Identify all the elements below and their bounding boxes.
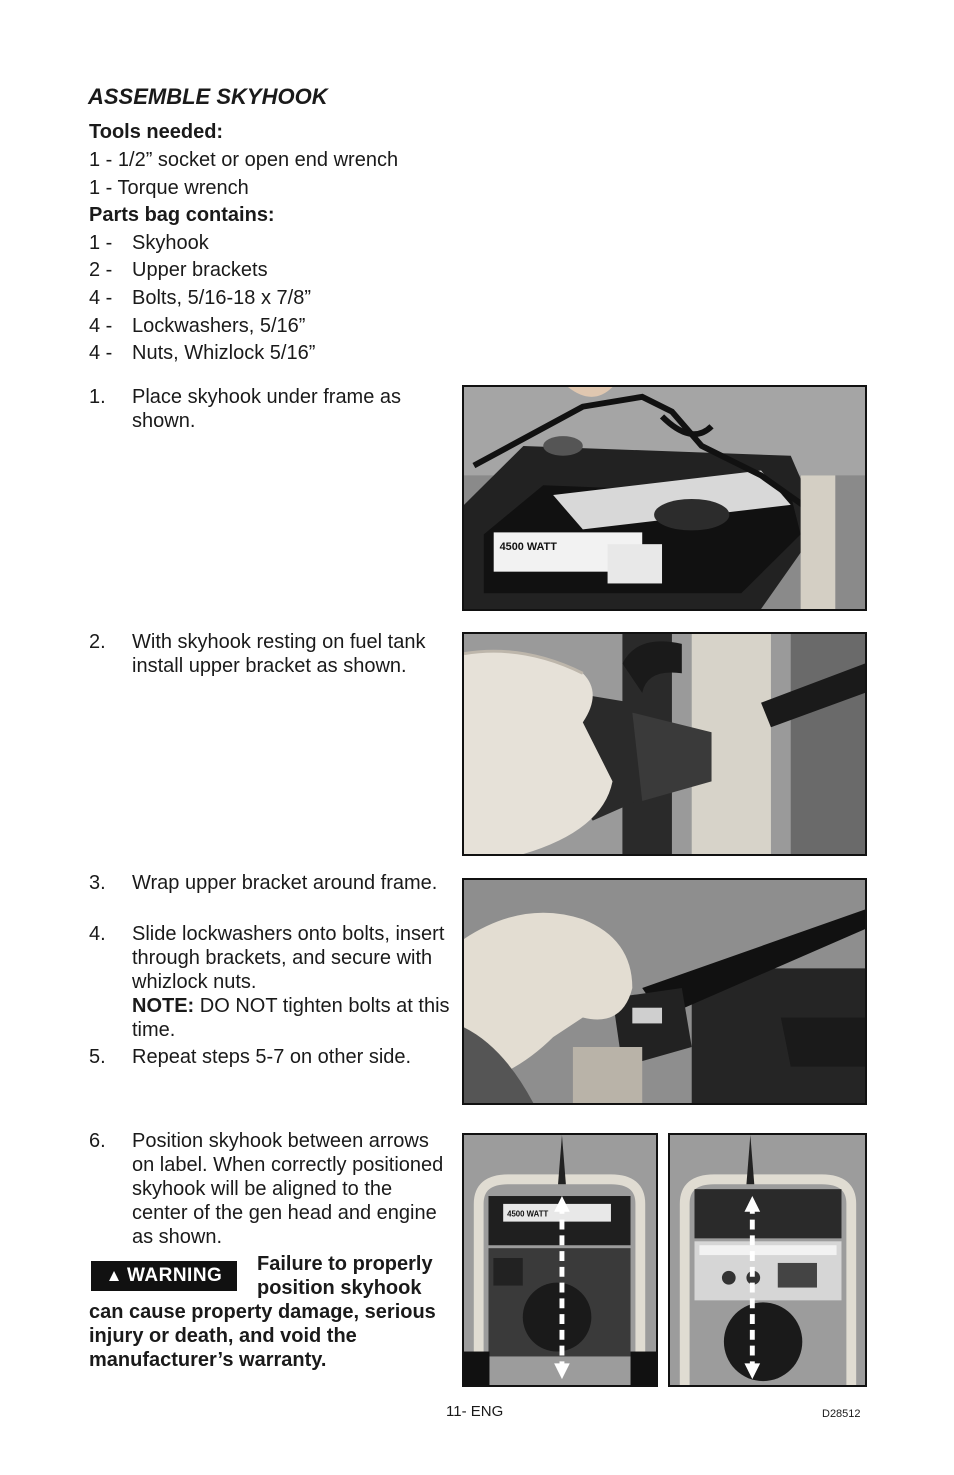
photo-install-upper-bracket <box>462 632 867 856</box>
part-qty: 2 - <box>89 259 113 281</box>
parts-heading: Parts bag contains: <box>89 204 275 226</box>
warning-line-1: Failure to properly <box>257 1253 433 1275</box>
part-qty: 4 - <box>89 315 113 337</box>
step-number: 1. <box>89 386 106 408</box>
part-qty: 4 - <box>89 342 113 364</box>
step-number: 3. <box>89 872 106 894</box>
part-qty: 4 - <box>89 287 113 309</box>
tool-item: 1 - Torque wrench <box>89 177 249 199</box>
step-number: 4. <box>89 923 106 945</box>
photo-watt-label: 4500 WATT <box>507 1209 549 1219</box>
step-text: Place skyhook under frame as shown. <box>132 386 402 432</box>
step-text: Wrap upper bracket around frame. <box>132 872 438 894</box>
part-qty: 1 - <box>89 232 113 254</box>
warning-badge-label: WARNING <box>127 1265 223 1286</box>
photo-watt-label: 4500 WATT <box>499 541 557 554</box>
warning-text-body: can cause property damage, serious injury or death, and void the manufacturer’s warranty. <box>89 1301 436 1371</box>
part-name: Skyhook <box>132 232 209 254</box>
tools-heading: Tools needed: <box>89 121 224 143</box>
step-text: With skyhook resting on fuel tank install upper bracket as shown. <box>132 631 426 677</box>
part-name: Bolts, 5/16-18 x 7/8” <box>132 287 311 309</box>
part-name: Upper brackets <box>132 259 268 281</box>
step-text: Position skyhook between arrows on label. When correctly positioned skyhook will be aligned to the center of the gen head and engine as shown. <box>132 1130 444 1248</box>
photo-skyhook-under-frame <box>462 385 867 611</box>
document-code: D28512 <box>822 1408 861 1420</box>
photo-skyhook-front-view <box>462 1133 658 1387</box>
step-number: 5. <box>89 1046 106 1068</box>
note-label: NOTE: <box>132 995 195 1017</box>
note-text: DO NOT tighten bolts at this time. <box>132 995 450 1041</box>
step-number: 6. <box>89 1130 106 1152</box>
step-text <box>132 922 452 1042</box>
warning-text-head <box>257 1252 433 1300</box>
photo-skyhook-rear-view <box>668 1133 867 1387</box>
page-number: 11- ENG <box>446 1403 504 1420</box>
step-4-text: Slide lockwashers onto bolts, insert through brackets, and secure with whizlock nuts. <box>132 923 445 993</box>
photo-secure-bolts <box>462 878 867 1105</box>
tool-item: 1 - 1/2” socket or open end wrench <box>89 149 399 171</box>
warning-triangle-icon: ▲ <box>105 1266 123 1285</box>
part-name: Lockwashers, 5/16” <box>132 315 306 337</box>
step-number: 2. <box>89 631 106 653</box>
part-name: Nuts, Whizlock 5/16” <box>132 342 316 364</box>
warning-line-2: position skyhook <box>257 1277 422 1299</box>
warning-badge <box>91 1261 237 1291</box>
section-title: ASSEMBLE SKYHOOK <box>88 84 328 109</box>
step-text: Repeat steps 5-7 on other side. <box>132 1046 412 1068</box>
